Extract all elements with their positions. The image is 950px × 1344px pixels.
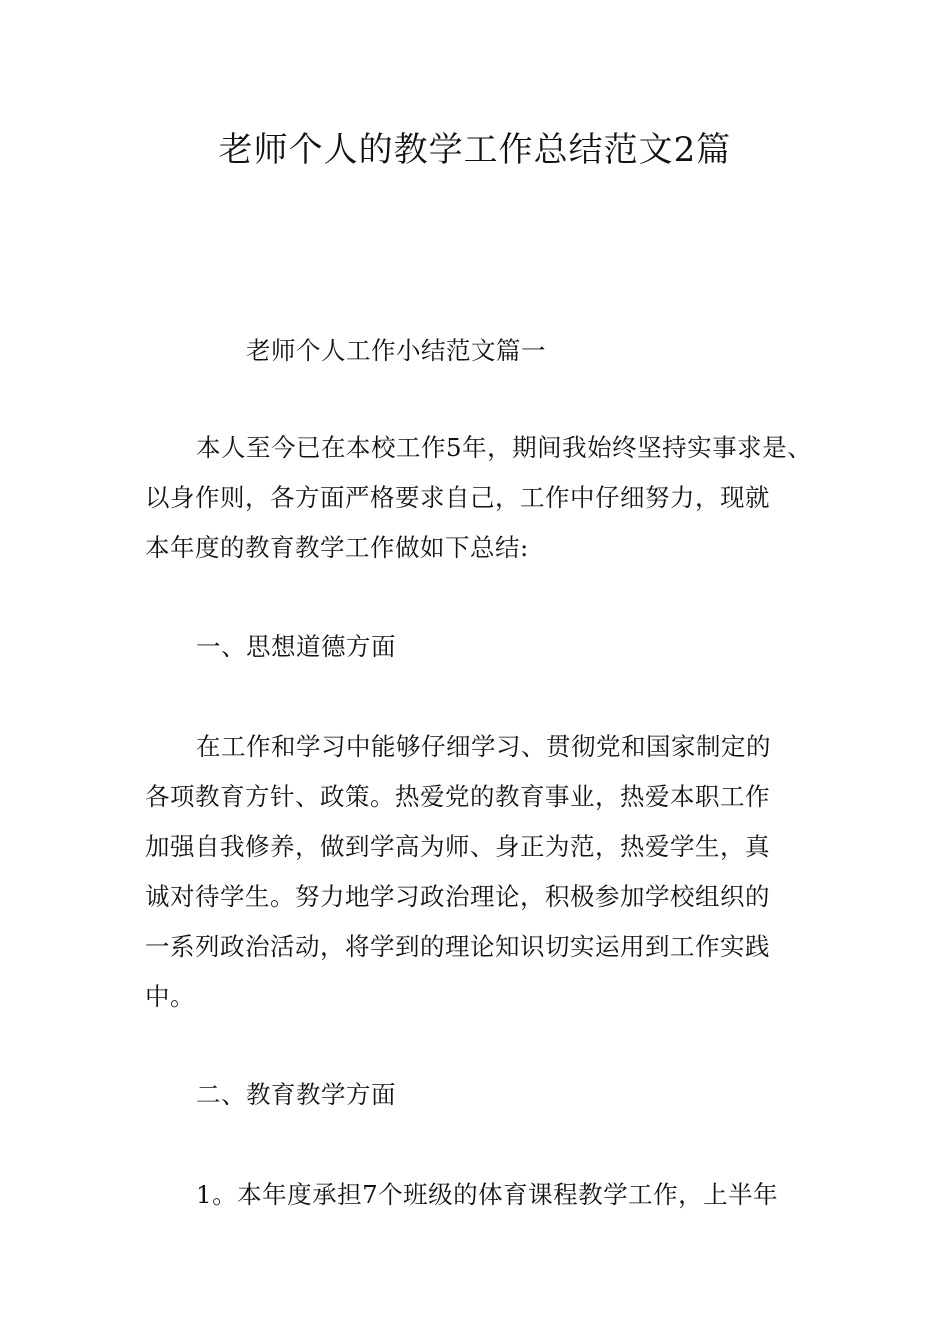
paragraph-line: 本人至今已在本校工作5年，期间我始终坚持实事求是、 [196, 433, 813, 462]
paragraph-line: 以身作则，各方面严格要求自己，工作中仔细努力，现就 [145, 483, 770, 512]
paragraph-line: 中。 [145, 982, 195, 1011]
paragraph-line: 本年度的教育教学工作做如下总结: [145, 533, 529, 562]
section-heading: 二、教育教学方面 [196, 1080, 396, 1109]
section-heading: 一、思想道德方面 [196, 632, 396, 661]
paragraph-line: 各项教育方针、政策。热爱党的教育事业，热爱本职工作 [145, 782, 770, 811]
section-subtitle: 老师个人工作小结范文篇一 [246, 336, 546, 365]
document-title: 老师个人的教学工作总结范文2篇 [218, 130, 732, 170]
paragraph-line: 1。本年度承担7个班级的体育课程教学工作，上半年 [196, 1180, 779, 1209]
paragraph-line: 在工作和学习中能够仔细学习、贯彻党和国家制定的 [196, 732, 771, 761]
paragraph-line: 加强自我修养，做到学高为师、身正为范，热爱学生，真 [145, 832, 770, 861]
paragraph-line: 诚对待学生。努力地学习政治理论，积极参加学校组织的 [145, 882, 770, 911]
paragraph-line: 一系列政治活动，将学到的理论知识切实运用到工作实践 [145, 932, 770, 961]
